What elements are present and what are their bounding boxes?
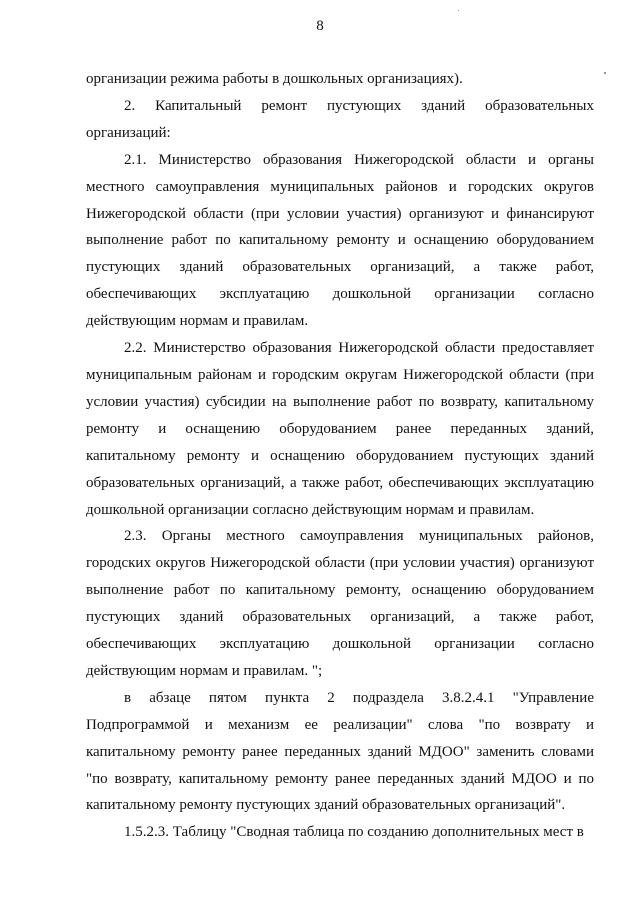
paragraph-2-2: 2.2. Министерство образования Нижегородской области предоставляет муниципальным районам и городским округам Нижегородской области (при условии участия) субсидии на выполнение работ по возврату, капитальному ремонту и оснащению оборудованием ранее переданных зданий, капитальному ремонту и оснащению оборудованием пустующих зданий образовательных организаций, а также работ, обеспечивающих эксплуатацию дошкольной организации согласно действующим нормам и правилам.	[86, 340, 594, 518]
paragraph-2-1: 2.1. Министерство образования Нижегородской области и органы местного самоуправления муниципальных районов и городских округов Нижегородской области (при условии участия) организуют и финансируют выполнение работ по капитальному ремонту и оснащению оборудованием пустующих зданий образовательных организаций, а также работ, обеспечивающих эксплуатацию дошкольной организации согласно действующим нормам и правилам.	[86, 151, 594, 330]
paragraph-1-5-2-3: 1.5.2.3. Таблицу "Сводная таблица по созданию дополнительных мест в	[124, 824, 584, 841]
paragraph-section-2-heading: 2. Капитальный ремонт пустующих зданий образовательных организаций:	[86, 97, 594, 141]
document-body	[86, 66, 594, 846]
page-number: 8	[316, 18, 324, 34]
paragraph-continuation: организации режима работы в дошкольных организациях).	[86, 71, 463, 87]
paragraph-2-3: 2.3. Органы местного самоуправления муниципальных районов, городских округов Нижегородской области (при условии участия) организуют выполнение работ по капитальному ремонту, оснащению оборудованием пустующих зданий образовательных организаций, а также работ, обеспечивающих эксплуатацию дошкольной организации согласно действующим нормам и правилам. ";	[86, 528, 594, 679]
scan-speck	[604, 72, 606, 74]
paragraph-amendment: в абзаце пятом пункта 2 подраздела 3.8.2.4.1 "Управление Подпрограммой и механизм ее реализации" слова "по возврату и капитальному ремонту ранее переданных зданий МДОО" заменить словами "по возврату, капитальному ремонту ранее переданных зданий МДОО и по капитальному ремонту пустующих зданий образовательных организаций".	[86, 689, 594, 814]
scan-speck	[458, 10, 459, 11]
